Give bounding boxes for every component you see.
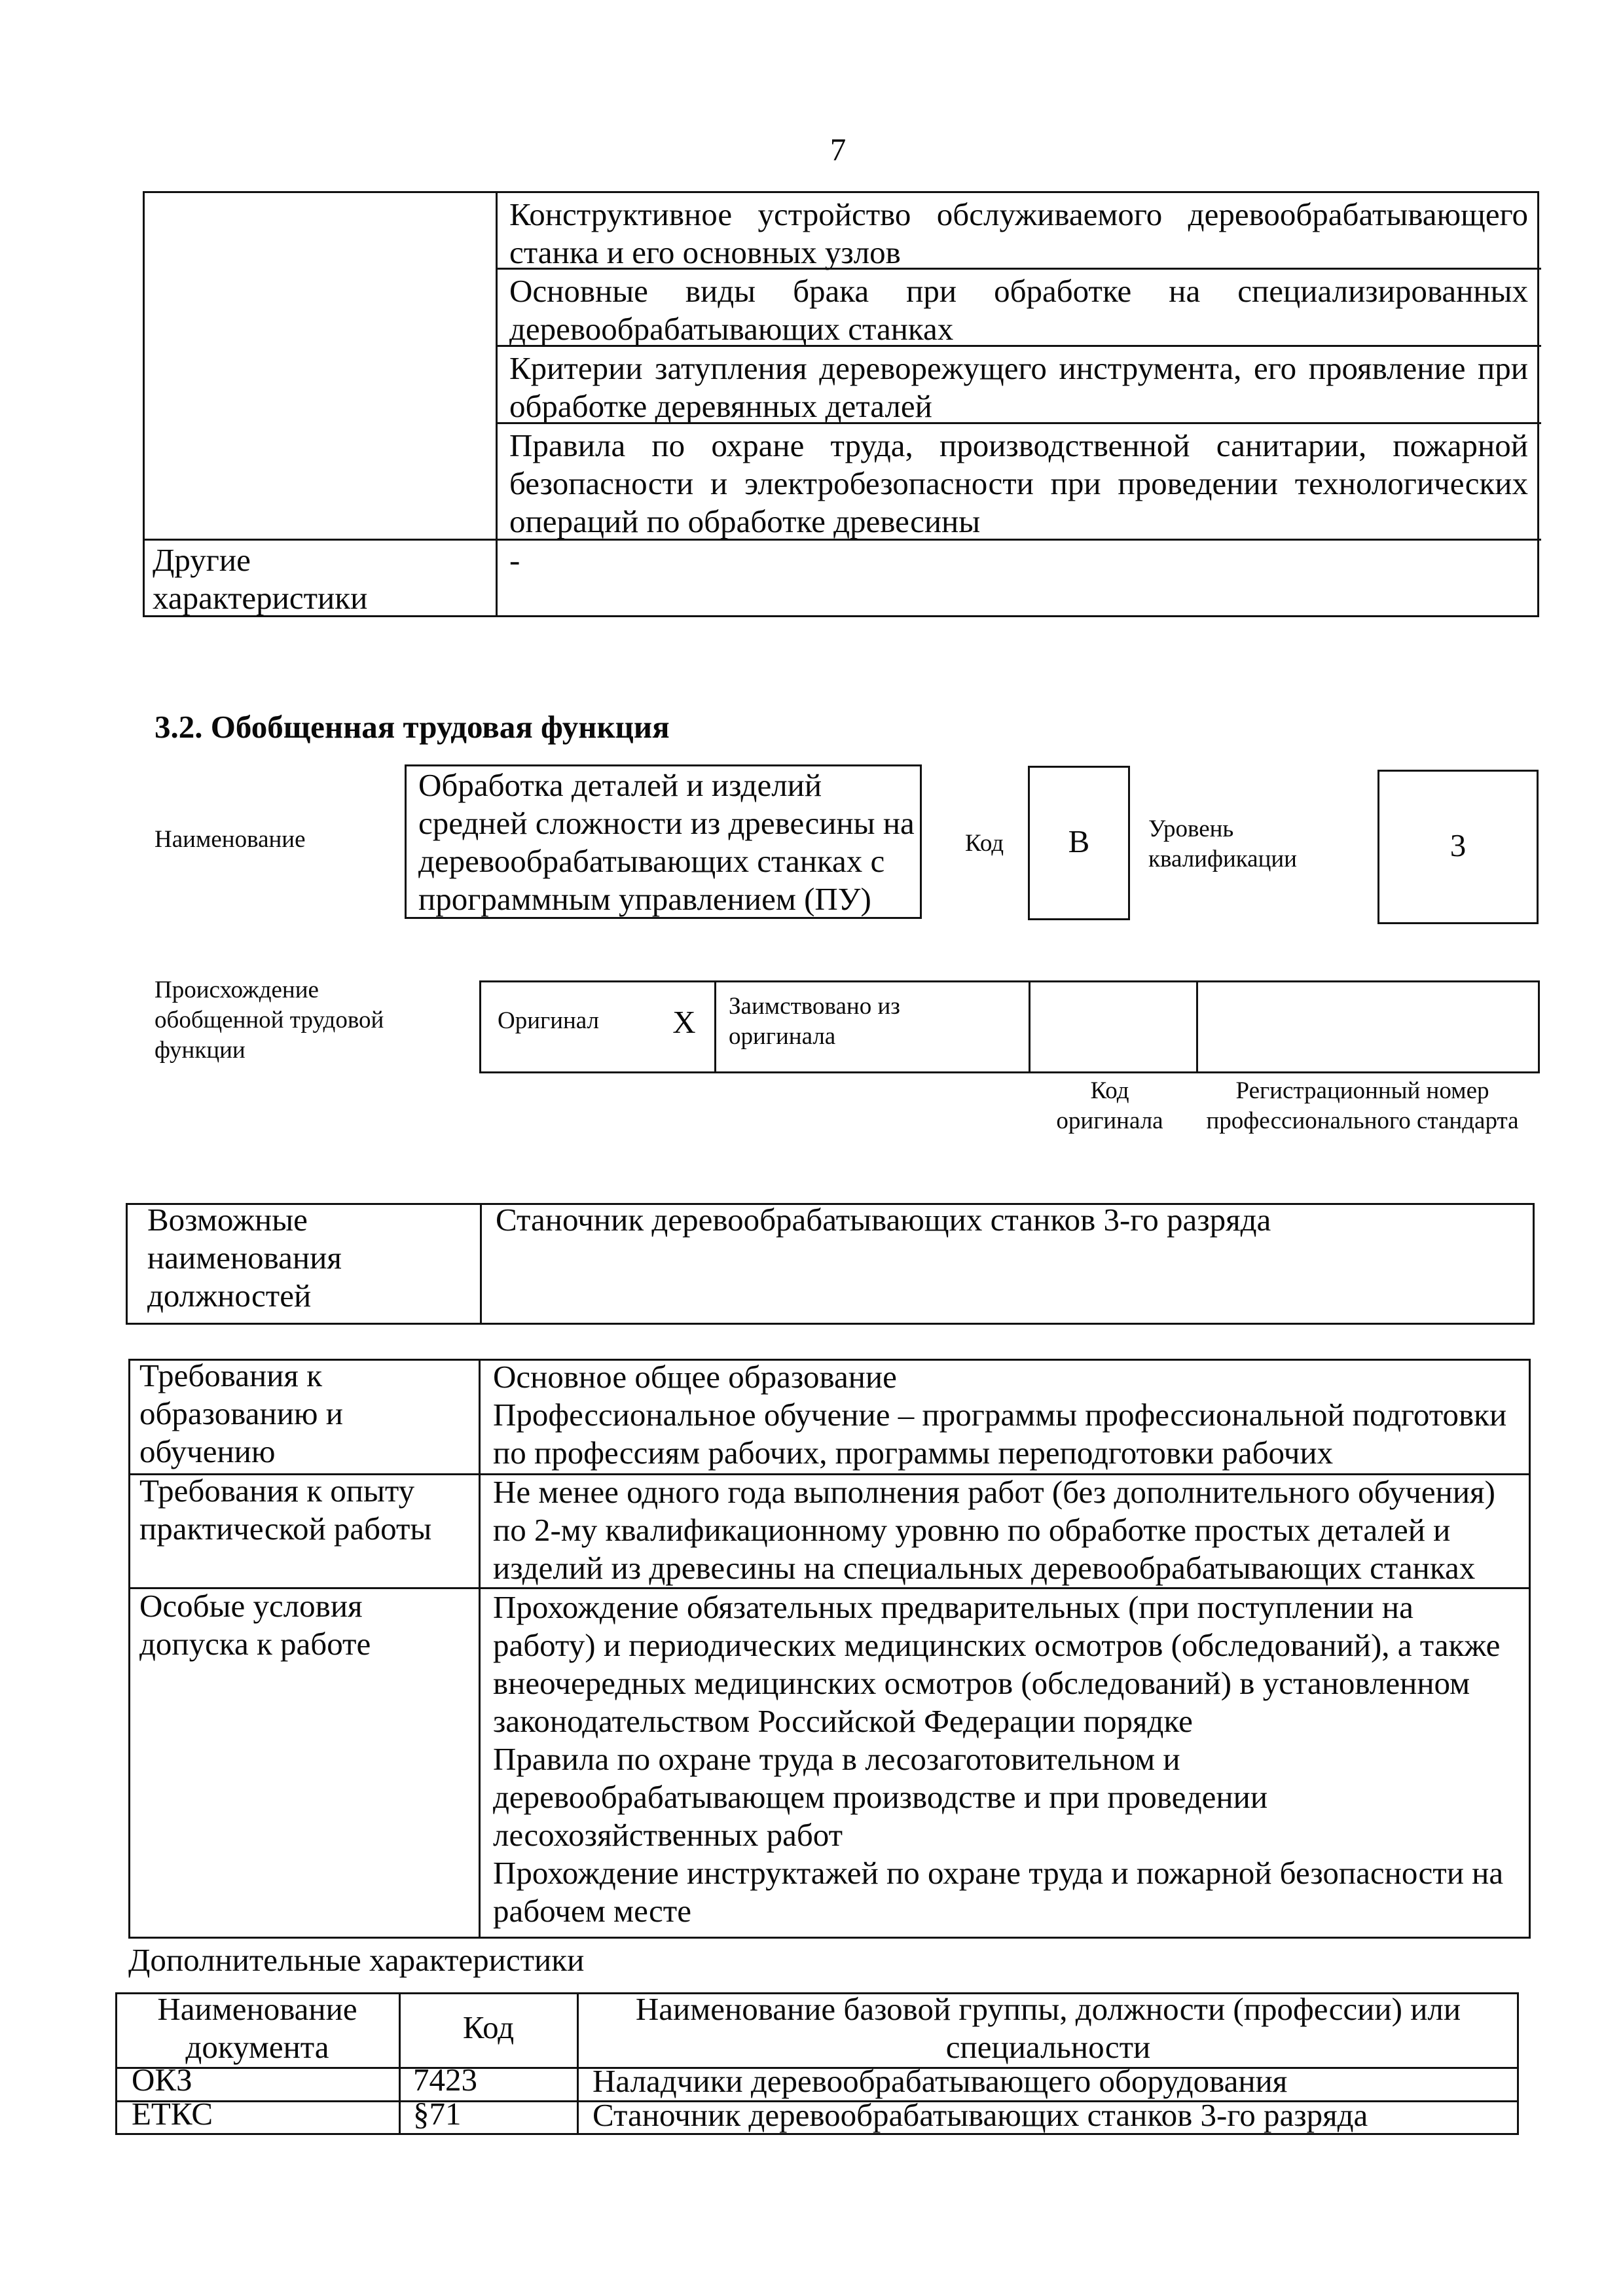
requirements-divider	[479, 1359, 481, 1939]
other-characteristics-label: Другие характеристики	[153, 542, 368, 616]
row-separator	[496, 345, 1541, 347]
level-value: 3	[1450, 827, 1467, 863]
special-conditions-line: Прохождение обязательных предварительных (при поступлении на работу) и периодических медицинских осмотров (обследований), а также внеочередных медицинских осмотров (обследований) в установленном законодательством Российской Федерации порядке	[493, 1589, 1501, 1739]
table-cell: ЕТКС	[132, 2096, 213, 2132]
other-characteristics-value: -	[509, 542, 520, 578]
origin-table	[479, 980, 1540, 1073]
table-cell: ОКЗ	[132, 2062, 192, 2098]
top-table-row: Конструктивное устройство обслуживаемого деревообрабатывающего станка и его основных узлов	[509, 196, 1528, 270]
page-number: 7	[830, 132, 847, 168]
top-table-row: Критерии затупления дереворежущего инструмента, его проявление при обработке деревянных деталей	[509, 350, 1528, 424]
level-label: Уровень квалификации	[1148, 816, 1297, 872]
additional-title: Дополнительные характеристики	[128, 1942, 585, 1978]
code-original-caption: Код оригинала	[1056, 1077, 1163, 1134]
header-name: Наименование базовой группы, должности (профессии) или специальности	[635, 1991, 1461, 2065]
education-label: Требования к образованию и обучению	[139, 1357, 344, 1469]
section-title: 3.2. Обобщенная трудовая функция	[155, 709, 670, 745]
special-conditions-line: Правила по охране труда в лесозаготовительном и деревообрабатывающем производстве и при проведении лесохозяйственных работ	[493, 1741, 1268, 1853]
positions-value: Станочник деревообрабатывающих станков 3-го разряда	[496, 1202, 1271, 1238]
reg-number-caption: Регистрационный номер профессионального стандарта	[1206, 1077, 1519, 1134]
table-cell: Станочник деревообрабатывающих станков 3-го разряда	[593, 2097, 1368, 2133]
column-divider	[577, 1992, 579, 2135]
education-line: Профессиональное обучение – программы профессиональной подготовки по профессиям рабочих, программы переподготовки рабочих	[493, 1397, 1507, 1471]
header-document: Наименование документа	[157, 1991, 357, 2065]
positions-table	[126, 1203, 1535, 1325]
function-name-box	[405, 764, 922, 919]
name-label: Наименование	[155, 826, 306, 853]
top-table-row: Основные виды брака при обработке на специализированных деревообрабатывающих станках	[509, 273, 1528, 347]
experience-label: Требования к опыту практической работы	[139, 1473, 432, 1547]
code-value: В	[1068, 823, 1090, 859]
experience-line: Не менее одного года выполнения работ (без дополнительного обучения) по 2-му квалификационному уровню по обработке простых деталей и изделий из древесины на специальных деревообрабатывающих станках	[493, 1474, 1495, 1586]
table-cell: 7423	[413, 2062, 477, 2098]
positions-divider	[480, 1203, 482, 1325]
level-box	[1377, 770, 1539, 924]
top-table-row: Правила по охране труда, производственной санитарии, пожарной безопасности и электробезопасности при проведении технологических операций по обработке древесины	[509, 427, 1528, 539]
code-box	[1028, 766, 1130, 920]
origin-divider	[1029, 980, 1030, 1073]
origin-label: Происхождение обобщенной трудовой функции	[155, 977, 384, 1064]
special-conditions-line: Прохождение инструктажей по охране труда и пожарной безопасности на рабочем месте	[493, 1855, 1504, 1929]
additional-table	[115, 1992, 1519, 2135]
requirements-table	[128, 1359, 1531, 1939]
row-separator	[496, 268, 1541, 270]
header-code: Код	[462, 2009, 515, 2045]
borrowed-label: Заимствовано из оригинала	[729, 993, 900, 1050]
row-separator	[496, 422, 1541, 424]
special-conditions-label: Особые условия допуска к работе	[139, 1588, 371, 1662]
row-separator	[143, 539, 1541, 541]
origin-divider	[714, 980, 716, 1073]
top-table-divider	[496, 191, 498, 617]
education-line: Основное общее образование	[493, 1359, 897, 1395]
positions-label: Возможные наименования должностей	[147, 1202, 342, 1314]
origin-divider	[1196, 980, 1198, 1073]
top-table	[143, 191, 1539, 617]
original-mark: X	[672, 1004, 696, 1040]
function-name-value: Обработка деталей и изделий средней сложности из древесины на деревообрабатывающих станках с программным управлением (ПУ)	[418, 767, 915, 917]
table-cell: Наладчики деревообрабатывающего оборудования	[593, 2063, 1288, 2099]
table-cell: §71	[413, 2096, 462, 2132]
code-label: Код	[965, 830, 1004, 857]
original-label: Оригинал	[498, 1007, 600, 1034]
